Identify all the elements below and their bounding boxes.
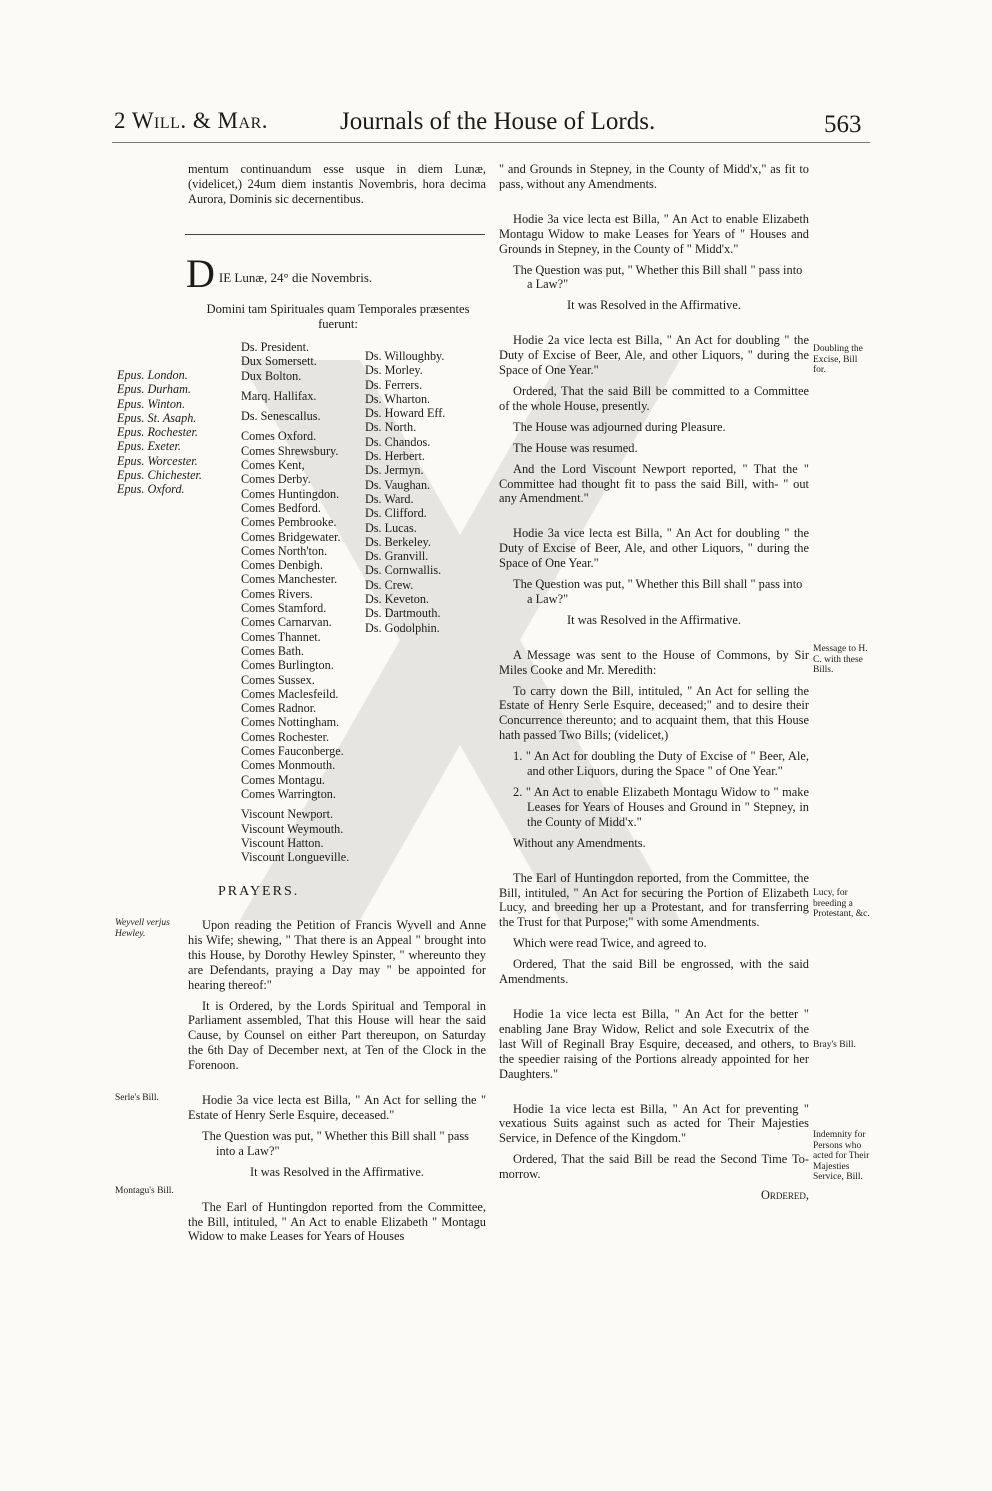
bishop-entry: Epus. London. xyxy=(117,368,188,382)
bray-first-reading: Hodie 1a vice lecta est Billa, " An Act for the better " enabling Jane Bray Widow, Relict and sole Executrix of the last Will of Reginall Bray Esquire, deceased, and others, to the speedier raising of the Portions already appointed for her Daughters." xyxy=(499,1006,809,1081)
lord-entry: Comes Denbigh. xyxy=(241,558,323,573)
margin-note-serle: Serle's Bill. xyxy=(115,1093,159,1103)
running-head-regnal-year: 2 Will. & Mar. xyxy=(114,108,268,133)
lord-entry: Comes Sussex. xyxy=(241,672,315,687)
lord-entry: Comes Radnor. xyxy=(241,701,317,716)
margin-note-wyvell: Weyvell verjus Hewley. xyxy=(115,918,170,939)
lord-entry: Comes Pembrooke. xyxy=(241,515,337,530)
lord-entry: Ds. Cornwallis. xyxy=(365,563,442,578)
lord-entry: Ds. North. xyxy=(365,420,417,435)
lord-entry: Dux Bolton. xyxy=(241,368,302,383)
lord-entry: Ds. Lucas. xyxy=(365,520,417,535)
lord-entry: Ds. Wharton. xyxy=(365,391,431,406)
lord-entry: Ds. Clifford. xyxy=(365,506,427,521)
lord-entry: Comes Manchester. xyxy=(241,572,338,587)
lords-temporal-list-2 xyxy=(365,349,445,635)
bishop-entry: Epus. Rochester. xyxy=(117,425,198,440)
catchword: Ordered, xyxy=(760,1188,809,1203)
page-number: 563 xyxy=(824,111,862,138)
lord-entry: Dux Somersett. xyxy=(241,354,317,369)
wyvell-order: It is Ordered, by the Lords Spiritual and Temporal in Parliament assembled, That this House will hear the said Cause, by Counsel on either Part thereupon, on Saturday the 6th Day of December next, at Ten of the Clock in the Forenoon. xyxy=(188,998,486,1073)
lord-entry: Comes Warrington. xyxy=(241,786,336,801)
bishop-entry: Epus. Chichester. xyxy=(117,468,202,483)
montagu-resolution: It was Resolved in the Affirmative. xyxy=(567,298,741,313)
lord-entry: Comes Shrewsbury. xyxy=(241,443,339,458)
lord-entry: Comes Monmouth. xyxy=(241,758,336,773)
right-column-proceedings xyxy=(499,162,809,1209)
lord-entry: Comes Nottingham. xyxy=(241,715,340,730)
lord-entry: Comes Huntingdon. xyxy=(241,486,340,501)
lord-entry: Ds. Ward. xyxy=(365,491,414,506)
lord-entry: Comes Kent, xyxy=(241,458,305,473)
margin-note-excise: Doubling the Excise, Bill for. xyxy=(813,344,863,375)
lord-entry: Comes Rochester. xyxy=(241,729,330,744)
bishops-list xyxy=(117,368,202,497)
lord-entry: Comes Montagu. xyxy=(241,772,325,787)
lord-entry: Ds. Jermyn. xyxy=(365,463,424,478)
lord-entry: Comes Bridgewater. xyxy=(241,529,341,544)
lord-entry: Ds. Morley. xyxy=(365,363,423,378)
lord-entry: Comes Fauconberge. xyxy=(241,744,344,759)
attendance-heading: Domini tam Spirituales quam Temporales præsentes fuerunt: xyxy=(206,302,470,331)
lord-entry: Comes Rivers. xyxy=(241,586,313,601)
lord-entry: Ds. Vaughan. xyxy=(365,477,431,492)
opening-paragraph xyxy=(188,162,486,213)
lucy-amendments-agreed: Which were read Twice, and agreed to. xyxy=(513,936,707,951)
lord-entry: Viscount Newport. xyxy=(241,807,334,822)
lord-entry: Ds. Granvill. xyxy=(365,549,429,564)
wyvell-petition: Upon reading the Petition of Francis Wyvell and Anne his Wife; shewing, " That there is an Appeal " brought into this House, by Dorothy Hewley Spinster, " whereunto they are Defendants, praying a Day may " be appointed for hearing thereof:" xyxy=(188,918,486,992)
lord-entry: Ds. Godolphin. xyxy=(365,620,440,635)
sitting-date xyxy=(186,251,373,296)
message-bill-2: 2. " An Act to enable Elizabeth Montagu Widow to " make Leases for Years of Houses and Ground in " Stepney, in the County of Midd'x." xyxy=(513,785,809,829)
lucy-engrossed-order: Ordered, That the said Bill be engrossed, with the said Amendments. xyxy=(499,957,809,987)
left-column-proceedings xyxy=(188,918,486,1250)
excise-question: The Question was put, " Whether this Bill shall " pass into a Law?" xyxy=(513,577,803,606)
lord-entry: Comes Carnarvan. xyxy=(241,615,332,630)
lord-entry: Ds. Senescallus. xyxy=(241,409,321,424)
sitting-date-text: IE Lunæ, 24° die Novembris. xyxy=(218,270,373,285)
lord-entry: Ds. President. xyxy=(241,340,310,354)
house-adjourned: The House was adjourned during Pleasure. xyxy=(513,419,726,434)
excise-resolution: It was Resolved in the Affirmative. xyxy=(567,612,741,627)
lord-entry: Ds. Dartmouth. xyxy=(365,606,441,621)
lord-entry: Comes Bedford. xyxy=(241,500,321,515)
margin-note-bray: Bray's Bill. xyxy=(813,1040,856,1050)
header-rule xyxy=(112,142,870,143)
lord-entry: Ds. Howard Eff. xyxy=(365,406,446,421)
serle-resolution: It was Resolved in the Affirmative. xyxy=(250,1164,424,1179)
montagu-third-reading: Hodie 3a vice lecta est Billa, " An Act to enable Elizabeth Montagu Widow to make Leases for Years of " Houses and Grounds in Stepney, in the County of " Midd'x." xyxy=(499,211,809,256)
margin-note-lucy: Lucy, for breeding a Protestant, &c. xyxy=(813,888,870,919)
bishop-entry: Epus. St. Asaph. xyxy=(117,410,197,425)
bishop-entry: Epus. Oxford. xyxy=(117,482,185,497)
opening-text: mentum continuandum esse usque in diem Lunæ, (videlicet,) 24um diem instantis Novembris, hora decima Aurora, Dominis sic decernentibus. xyxy=(188,162,486,206)
serle-bill-reading: Hodie 3a vice lecta est Billa, " An Act for selling the " Estate of Henry Serle Esquire, deceased." xyxy=(188,1093,486,1122)
bishop-entry: Epus. Exeter. xyxy=(117,439,181,454)
lord-entry: Comes Derby. xyxy=(241,472,311,487)
bishop-entry: Epus. Worcester. xyxy=(117,453,198,468)
excise-committal-order: Ordered, That the said Bill be committed to a Committee of the whole House, presently. xyxy=(499,383,809,413)
message-bill-1: 1. " An Act for doubling the Duty of Excise of " Beer, Ale, and other Liquors, during the Space " of One Year." xyxy=(513,749,809,779)
lord-entry: Ds. Berkeley. xyxy=(365,534,431,549)
lord-entry: Comes Stamford. xyxy=(241,601,327,616)
drop-cap: D xyxy=(186,251,215,296)
lord-entry: Viscount Weymouth. xyxy=(241,821,344,836)
message-to-commons: A Message was sent to the House of Commons, by Sir Miles Cooke and Mr. Meredith: xyxy=(499,647,809,677)
message-instructions: To carry down the Bill, intituled, " An Act for selling the Estate of Henry Serle Esquire, deceased;" and to desire their Concurrence thereunto; and to acquaint them, that this House hath passed Two Bills; (videlicet,) xyxy=(499,683,809,743)
indemnity-first-reading: Hodie 1a vice lecta est Billa, " An Act for preventing " vexatious Suits against such as acted for Their Majesties Service, in Defence of the Kingdom." xyxy=(499,1101,809,1146)
house-resumed: The House was resumed. xyxy=(513,440,638,455)
indemnity-second-reading-order: Ordered, That the said Bill be read the Second Time To-morrow. xyxy=(499,1152,809,1182)
margin-note-message: Message to H. C. with these Bills. xyxy=(813,644,868,675)
newport-report: And the Lord Viscount Newport reported, " That the " Committee had thought fit to pass the said Bill, with- " out any Amendment." xyxy=(499,461,809,506)
excise-second-reading: Hodie 2a vice lecta est Billa, " An Act for doubling " the Duty of Excise of Beer, Ale, and other Liquors, " during the Space of One Year." xyxy=(499,333,809,378)
lords-temporal-list-1 xyxy=(241,340,349,864)
prayers-heading: PRAYERS. xyxy=(218,884,300,899)
lord-entry: Comes Bath. xyxy=(241,643,304,658)
lord-entry: Ds. Herbert. xyxy=(365,449,425,464)
lord-entry: Ds. Crew. xyxy=(365,577,414,592)
excise-third-reading: Hodie 3a vice lecta est Billa, " An Act for doubling " the Duty of Excise of Beer, Ale, and other Liquors, " during the Space of One Year." xyxy=(499,526,809,571)
montagu-report-continued: " and Grounds in Stepney, in the County of Midd'x," as fit to pass, without any Amendments. xyxy=(499,162,809,191)
lord-entry: Marq. Hallifax. xyxy=(241,388,317,403)
lord-entry: Ds. Willoughby. xyxy=(365,349,445,363)
without-amendments: Without any Amendments. xyxy=(513,835,646,850)
lord-entry: Comes North'ton. xyxy=(241,543,328,558)
bishop-entry: Epus. Durham. xyxy=(117,382,191,397)
lord-entry: Comes Burlington. xyxy=(241,658,334,673)
montagu-question: The Question was put, " Whether this Bill shall " pass into a Law?" xyxy=(513,262,803,292)
running-head-title: Journals of the House of Lords. xyxy=(340,108,656,135)
section-divider xyxy=(185,234,485,235)
margin-note-indemnity: Indemnity for Persons who acted for Their Majesties Service, Bill. xyxy=(813,1130,870,1182)
montagu-report: The Earl of Huntingdon reported from the Committee, the Bill, intituled, " An Act to enable Elizabeth " Montagu Widow to make Leases for Years of Houses xyxy=(188,1199,486,1244)
lord-entry: Comes Thannet. xyxy=(241,629,321,644)
lord-entry: Ds. Ferrers. xyxy=(365,377,423,392)
margin-note-montagu: Montagu's Bill. xyxy=(115,1186,174,1196)
bishop-entry: Epus. Winton. xyxy=(117,396,186,411)
lord-entry: Viscount Longueville. xyxy=(241,850,350,865)
lord-entry: Ds. Chandos. xyxy=(365,434,431,449)
lord-entry: Ds. Keveton. xyxy=(365,592,429,607)
serle-question: The Question was put, " Whether this Bill shall " pass into a Law?" xyxy=(202,1128,469,1158)
lucy-report: The Earl of Huntingdon reported, from the Committee, the Bill, intituled, " An Act for securing the Portion of Elizabeth Lucy, and breeding her up a Protestant, and for transferring the Trust for that Purpose;" with some Amendments. xyxy=(499,870,809,930)
lord-entry: Viscount Hatton. xyxy=(241,835,324,850)
lord-entry: Comes Oxford. xyxy=(241,429,317,444)
lord-entry: Comes Maclesfeild. xyxy=(241,686,339,701)
